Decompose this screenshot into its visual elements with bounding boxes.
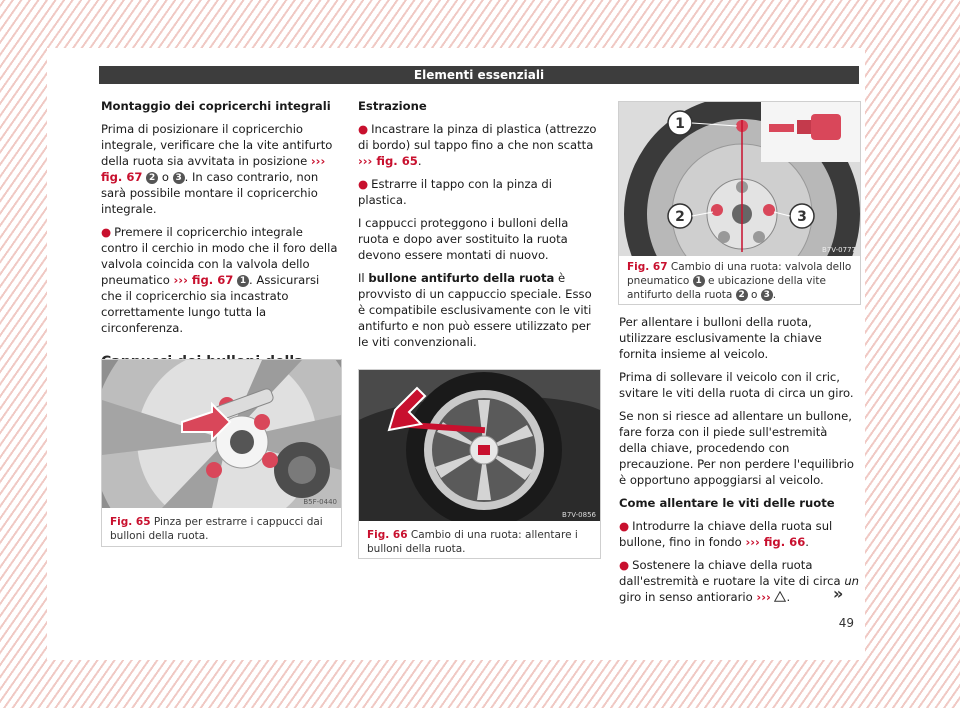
column-1	[101, 98, 341, 393]
figure-label: Fig. 67	[627, 261, 668, 273]
text: Premere il copricerchio integrale contro il cerchio in modo che il foro della valvola coincida con la valvola dello pneumatico	[101, 225, 338, 287]
caption-text: e ubicazione della vite antifurto della ruota	[627, 275, 826, 301]
figure-67-image	[619, 102, 860, 256]
bullet-insert-pliers	[358, 121, 598, 169]
figure-66	[358, 369, 601, 559]
callout-badge-2: 2	[146, 172, 158, 184]
heading-how-to-loosen: Come allentare le viti delle ruote	[619, 496, 835, 510]
text: o	[158, 170, 173, 184]
caption-text: Cambio di una ruota: valvola dello pneumatico	[627, 261, 852, 287]
figure-65-image	[102, 360, 341, 508]
text: Il	[358, 271, 369, 285]
caption-text: Pinza per estrarre i cappucci dai bulloni della ruota.	[110, 516, 323, 542]
caption-text: o	[747, 289, 761, 301]
caption-text: .	[772, 289, 777, 301]
column-2	[358, 98, 598, 391]
paragraph-before-jack: Prima di sollevare il veicolo con il cric, svitare le viti della ruota di circa un giro.	[619, 370, 854, 400]
figure-66-code: B7V-0856	[562, 511, 596, 519]
figure-67	[618, 101, 861, 305]
bullet-icon: ●	[101, 225, 112, 239]
figure-66-caption	[367, 528, 595, 556]
text: .	[805, 535, 809, 549]
bullet-press-hubcap	[101, 224, 341, 336]
callout-badge-1: 1	[237, 275, 249, 287]
text: Estrarre il tappo con la pinza di plastica.	[358, 177, 552, 207]
bullet-icon: ●	[619, 519, 630, 533]
text: . Assicurarsi che il copricerchio sia incastrato correttamente lungo tutta la circonferenza.	[101, 273, 320, 335]
callout-1: 1	[675, 116, 685, 132]
text: giro in senso antiorario	[619, 590, 757, 604]
page-header: Elementi essenziali	[99, 66, 859, 84]
text-emphasis: un	[844, 574, 860, 588]
continue-arrow-icon: »	[833, 584, 844, 603]
paragraph-mounting	[101, 121, 341, 217]
paragraph-foot-force: Se non si riesce ad allentare un bullone, fare forza con il piede sull'estremità della chiave, procedendo con precauzione. Per non perdere l'equilibrio è opportuno appoggiarsi al veicolo.	[619, 409, 854, 487]
paragraph-antitheft	[358, 270, 598, 350]
callout-badge-2: 2	[736, 289, 748, 301]
figure-65-code: B5F-0440	[303, 498, 337, 506]
text: .	[417, 154, 422, 168]
bullet-extract-cap	[358, 176, 598, 208]
callout-2: 2	[675, 209, 685, 225]
bullet-icon: ●	[358, 177, 369, 191]
figure-65-caption	[110, 515, 336, 543]
fig-ref-link[interactable]: ››› fig. 66	[745, 535, 806, 549]
callout-badge-3: 3	[173, 172, 185, 184]
text: Incastrare la pinza di plastica (attrezzo di bordo) sul tappo fino a che non scatta	[358, 122, 597, 152]
callout-badge-1: 1	[693, 275, 705, 287]
figure-66-image	[359, 370, 600, 521]
bullet-insert-wrench	[619, 518, 859, 550]
bullet-rotate-bolt: ● Sostenere la chiave della ruota dall'estremità e ruotare la vite di circa un giro in senso antiorario ››› .	[619, 558, 860, 604]
paragraph-use-wrench: Per allentare i bulloni della ruota, utilizzare esclusivamente la chiave fornita insieme al veicolo.	[619, 315, 822, 361]
text-bold: bullone antifurto della ruota	[368, 271, 555, 285]
text: Introdurre la chiave della ruota sul bullone, fino in fondo	[619, 519, 833, 549]
text: . In caso contrario, non sarà possibile montare il copricerchio integrale.	[101, 170, 319, 216]
figure-65	[101, 359, 342, 547]
heading-extraction: Estrazione	[358, 99, 427, 113]
warning-triangle-icon	[774, 591, 786, 602]
bullet-icon: ●	[358, 122, 369, 136]
column-3	[619, 314, 859, 612]
heading-mounting-hubcaps: Montaggio dei copricerchi integrali	[101, 99, 331, 113]
figure-label: Fig. 66	[367, 529, 408, 541]
callout-badge-3: 3	[761, 289, 773, 301]
text: Prima di posizionare il copricerchio integrale, verificare che la vite antifurto della ruota sia avvitata in posizione	[101, 122, 333, 168]
fig-ref-link[interactable]: ››› fig. 67	[173, 273, 234, 287]
paragraph-caps-protect: I cappucci proteggono i bulloni della ruota e dopo aver sostituito la ruota devono essere montati di nuovo.	[358, 216, 569, 262]
fig-ref-link[interactable]: ››› fig. 65	[358, 154, 418, 168]
text: Sostenere la chiave della ruota dall'estremità e ruotare la vite di circa	[619, 558, 845, 588]
callout-3: 3	[797, 209, 807, 225]
fig-ref-link[interactable]: ››› fig. 67	[101, 154, 326, 184]
caption-text: Cambio di una ruota: allentare i bulloni della ruota.	[367, 529, 578, 555]
figure-label: Fig. 65	[110, 516, 151, 528]
page-number: 49	[838, 616, 854, 630]
figure-67-caption	[627, 260, 855, 302]
figure-67-code: B7V-0777	[822, 246, 856, 254]
warning-ref-link[interactable]: ›››	[756, 590, 771, 604]
bullet-icon: ●	[619, 558, 630, 572]
text: è provvisto di un cappuccio speciale. Esso è compatibile esclusivamente con le viti antifurto e non può essere utilizzato per le viti convenzionali.	[358, 271, 592, 349]
